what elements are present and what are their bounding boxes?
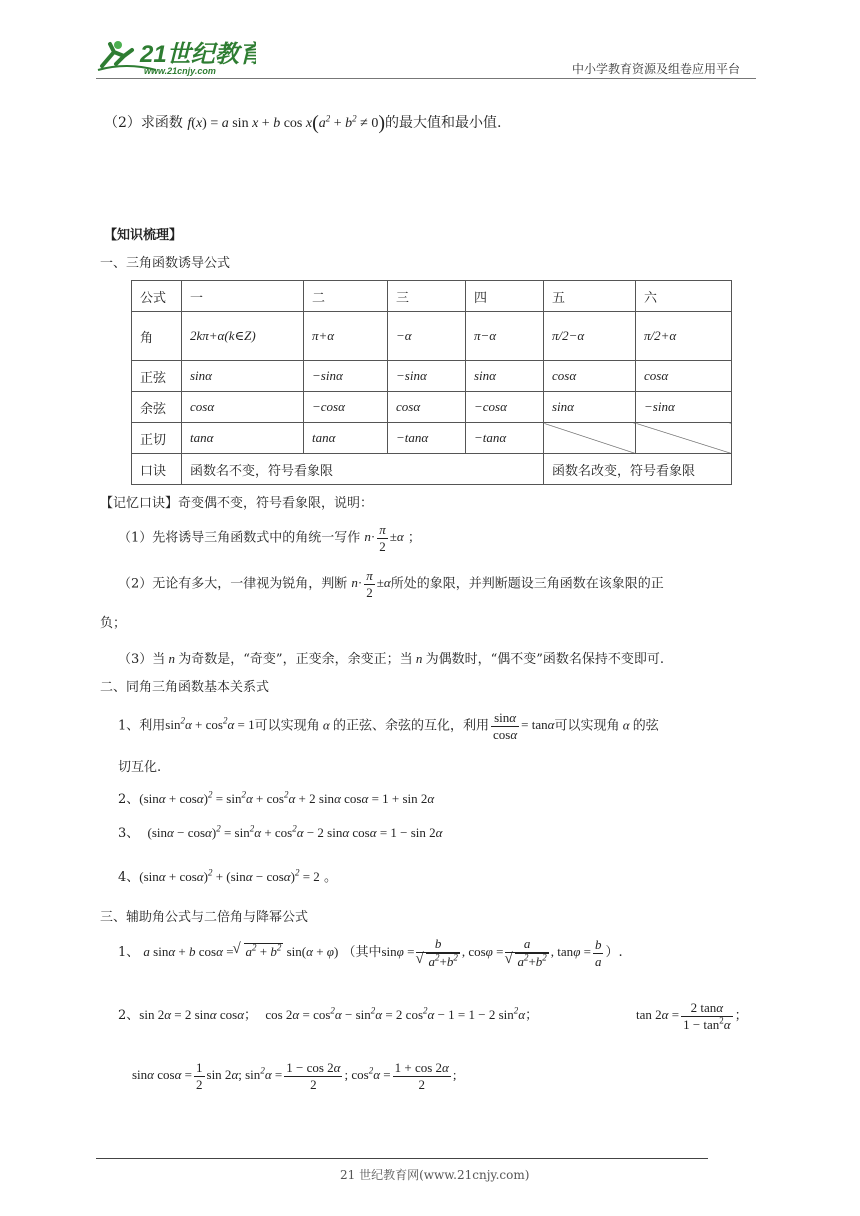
- site-logo: [96, 36, 256, 76]
- table-cell: 四: [466, 281, 544, 312]
- table-cell: π−α: [466, 312, 544, 361]
- part1-title: 一、三角函数诱导公式: [100, 256, 231, 271]
- text: 1、: [118, 944, 140, 960]
- problem-2-prefix: （2）求函数: [104, 115, 183, 131]
- footer-text: 21 世纪教育网(www.21cnjy.com): [340, 1168, 530, 1182]
- part2-formula-3: 3、 $(\sin\alpha - \cos\alpha)^2 = \sin^2\alpha + \cos^2\alpha - 2$ sinα cosα = 1 − sin 2α: [118, 823, 443, 841]
- table-cell: −sinα: [388, 361, 466, 392]
- table-row-sin: [132, 361, 732, 392]
- note-1-text: （1）先将诱导三角函数式中的角统一写作: [118, 530, 361, 546]
- table-cell: cosα: [544, 361, 636, 392]
- note-1-end: ；: [407, 530, 421, 546]
- text: 2、: [118, 792, 140, 807]
- problem-2-suffix: 的最大值和最小值.: [385, 115, 502, 131]
- row-label: 正切: [132, 423, 182, 454]
- row-label: 角: [132, 312, 182, 361]
- header-divider: [96, 78, 756, 79]
- logo-url: www.21cnjy.com: [144, 66, 216, 76]
- table-cell: cosα: [636, 361, 732, 392]
- row-label: 口诀: [132, 454, 182, 485]
- induction-formula-table: [131, 280, 732, 485]
- tan-double-angle: tan 2α = $\frac{2 \tan\alpha}{1 - \tan^2\alpha}$ ；: [636, 1000, 748, 1032]
- table-cell: tanα: [182, 423, 304, 454]
- part2-formula-4: 4、$(\sin\alpha + \cos\alpha)^2 + (\sin\alpha - \cos\alpha)^2 = 2$ 。: [118, 867, 337, 885]
- part3-formula-2: 2、sin 2α = 2 sinα cosα； $\cos 2\alpha = \cos^2\alpha - \sin^2\alpha = 2$ $\cos^2\alpha - 1 = 1 - 2$ $\sin^2\alpha$；: [118, 1005, 539, 1023]
- part2-formula-1: 1、利用$\sin^2\alpha + \cos^2\alpha = 1$可以实现角 α 的正弦、余弦的互化，利用 $\frac{\sin\alpha}{\cos\alpha}$ = tanα可以实现角 α 的弦: [118, 710, 659, 742]
- text: 可以实现角: [554, 718, 620, 734]
- part3-title: 三、辅助角公式与二倍角与降幂公式: [100, 910, 309, 925]
- table-row-angle: [132, 312, 732, 361]
- note-2-cont: 负；: [100, 616, 127, 631]
- text: 可以实现角: [254, 718, 320, 734]
- text: 的正弦、余弦的互化，利用: [332, 718, 489, 734]
- table-cell: 一: [182, 281, 304, 312]
- text: ）.: [605, 944, 623, 960]
- row-label: 余弦: [132, 392, 182, 423]
- problem-2-formula: f(x) = a sin x + b $\cos x(a^2 + b^2 \ne 0)$: [187, 112, 386, 134]
- table-cell: sinα: [544, 392, 636, 423]
- note-2-text: （2）无论有多大，一律视为锐角，判断: [118, 576, 348, 592]
- logo-text: 21世纪教育: [140, 41, 256, 68]
- section-title: 【知识梳理】: [104, 228, 183, 243]
- table-cell: sinα: [182, 361, 304, 392]
- table-row-rhyme: [132, 454, 732, 485]
- footer-divider: [96, 1158, 708, 1159]
- table-row-header: [132, 281, 732, 312]
- mnemonic-text: 奇变偶不变，符号看象限，说明：: [178, 496, 374, 511]
- table-cell: 五: [544, 281, 636, 312]
- empty-diagonal-cell: [636, 423, 732, 454]
- problem-2: [104, 112, 501, 135]
- site-name: 中小学教育资源及组卷应用平台: [572, 62, 741, 76]
- note-2-text-b: 所处的象限，并判断题设三角函数在该象限的正: [390, 576, 664, 592]
- text: 1、利用: [118, 718, 166, 734]
- table-cell: π+α: [304, 312, 388, 361]
- note-3-text-c: 为偶数时，“偶不变”函数名保持不变即可.: [425, 652, 665, 667]
- table-row-cos: [132, 392, 732, 423]
- note-3-text-b: 为奇数是，“奇变”，正变余，余变正；当: [178, 652, 413, 667]
- row-label: 公式: [132, 281, 182, 312]
- table-cell: π/2−α: [544, 312, 636, 361]
- text: （其中: [342, 944, 382, 960]
- table-cell: −cosα: [466, 392, 544, 423]
- text: 。: [323, 870, 337, 885]
- table-row-tan: [132, 423, 732, 454]
- table-cell: −α: [388, 312, 466, 361]
- rhyme-left: 函数名不变，符号看象限: [182, 454, 544, 485]
- table-cell: sinα: [466, 361, 544, 392]
- table-cell: cosα: [182, 392, 304, 423]
- table-cell: −tanα: [388, 423, 466, 454]
- table-cell: 二: [304, 281, 388, 312]
- rhyme-right: 函数名改变，符号看象限: [544, 454, 732, 485]
- row-label: 正弦: [132, 361, 182, 392]
- note-3: （3）当 n 为奇数是，“奇变”，正变余，余变正；当 n 为偶数时，“偶不变”函数名保持不变即可.: [118, 651, 665, 667]
- table-cell: −tanα: [466, 423, 544, 454]
- text: 的弦: [632, 718, 659, 734]
- note-1: （1）先将诱导三角函数式中的角统一写作 n· $\frac{\pi}{2}$ ±α ；: [118, 522, 421, 554]
- part2-formula-2: 2、$(\sin\alpha + \cos\alpha)^2 = \sin^2\alpha + \cos^2\alpha + 2$ sinα cosα = 1 + sin 2α: [118, 789, 435, 807]
- table-cell: 六: [636, 281, 732, 312]
- text: 2、: [118, 1008, 140, 1023]
- table-cell: 2kπ+α(k∈Z): [182, 312, 304, 361]
- part3-formula-1: 1、 a sinα + b cosα =√ $a^2 + b^2$ sin(α + φ) （其中sinφ = b √ $a^2+b^2$ , cosφ = a √ $a^2+b^2$ , tanφ = $\frac{b}{a}$ ）.: [118, 936, 623, 970]
- table-cell: −cosα: [304, 392, 388, 423]
- empty-diagonal-cell: [544, 423, 636, 454]
- text: 3、: [118, 826, 140, 841]
- mnemonic-label: 【记忆口诀】: [100, 496, 179, 511]
- note-3-text: （3）当: [118, 652, 166, 667]
- part2-title: 二、同角三角函数基本关系式: [100, 680, 270, 695]
- table-cell: cosα: [388, 392, 466, 423]
- table-cell: −sinα: [304, 361, 388, 392]
- note-2: （2）无论有多大，一律视为锐角，判断 n· $\frac{\pi}{2}$ ±α所处的象限，并判断题设三角函数在该象限的正: [118, 568, 664, 600]
- table-cell: tanα: [304, 423, 388, 454]
- table-cell: 三: [388, 281, 466, 312]
- power-reduction-formulas: sinα cosα = $\frac{1}{2}$ sin 2α; $\sin^2\alpha$ = $\frac{1 - \cos 2\alpha}{2}$ ; $\cos^2\alpha$ = $\frac{1 + \cos 2\alpha}{2}$ ;: [132, 1060, 457, 1092]
- part2-formula-1-cont: 切互化.: [118, 760, 162, 775]
- text: 4、: [118, 870, 140, 885]
- mnemonic-line: [100, 492, 373, 511]
- table-cell: π/2+α: [636, 312, 732, 361]
- table-cell: −sinα: [636, 392, 732, 423]
